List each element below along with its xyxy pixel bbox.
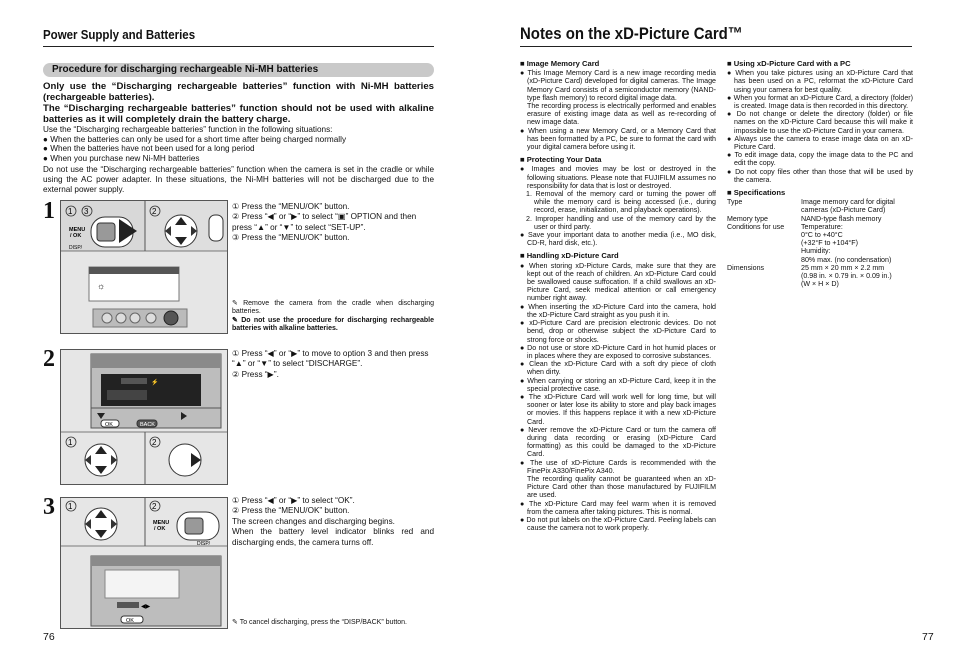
using-pc-item: ● When you take pictures using an xD-Picture Card that has been used on a PC, reformat the xD-Picture Card using your camera for best quality. <box>727 69 913 94</box>
cancel-discharge-note: To cancel discharging, press the “DISP/BACK” button. <box>239 619 408 626</box>
ok-button-label: OK <box>126 618 134 624</box>
camera-illustration-step1 <box>60 200 228 334</box>
image-memory-text: The recording process is electrically performed and enables erasure of existing image data as well as re-recording of new image data. <box>527 102 716 127</box>
spec-row: Memory type NAND-type flash memory <box>727 214 882 223</box>
step-number-1: 1 <box>43 198 55 224</box>
protecting-numbered: 2. Improper handling and use of the memory card by the user or third party. <box>526 214 716 231</box>
protecting-numbered: 1. Removal of the memory card or turning the power off while the memory card is being accessed (i.e., during record, erase, initialization, and playback operations). <box>526 190 716 215</box>
notes-column-right <box>727 60 913 288</box>
image-memory-bullet: ● When using a new Memory Card, or a Memory Card that has been formatted by a PC, be sure to format the card with your digital camera before using it. <box>520 126 716 152</box>
use-situations <box>43 125 434 194</box>
using-pc-heading: ■ Using xD-Picture Card with a PC <box>727 59 851 68</box>
callout-2: 2 <box>152 502 157 511</box>
image-memory-bullet: ● This Image Memory Card is a new image recording media (xD-Picture Card) developed for digital cameras. The Image Memory Card consists of a semiconductor memory (NAND-type flash memory) to record digital image data. <box>520 69 716 102</box>
title-rule <box>520 46 912 47</box>
menu-label: MENU <box>69 227 86 233</box>
handling-item: ● Never remove the xD-Picture Card or turn the camera off during data recording or erasing (xD-Picture Card formatting) as this could be damaged to the xD-Picture Card. <box>520 425 716 459</box>
handling-item: ● When storing xD-Picture Cards, make sure that they are kept out of the reach of children. An xD-Picture Card could be swallowed cause suffocation. If a child swallows an xD-Picture Card, seek medical attention or call emergency number right away. <box>520 261 716 303</box>
step1-note-1: Remove the camera from the cradle when discharging batteries. <box>232 300 434 316</box>
step1-notes <box>232 300 434 334</box>
specifications-heading: ■ Specifications <box>727 188 786 198</box>
callout-3: 3 <box>84 207 89 216</box>
intro-warning <box>43 81 434 125</box>
spec-row: (+32°F to +104°F) <box>801 239 858 248</box>
spec-row: (W × H × D) <box>801 280 839 289</box>
step2-line: ① Press “◀” or “▶” to move to option 3 and then press “▲” or “▼” to select “DISCHARGE”. <box>232 349 429 369</box>
handling-item: ● The xD-Picture Card will work well for long time, but will sooner or later lose its ability to store and play back images or movies. If this happens replace it with a new xD-Picture Card. <box>520 392 716 426</box>
menu-label: MENU <box>153 520 170 526</box>
left-right-arrow-icon: ◀▶ <box>141 604 151 610</box>
spec-row: Humidity: <box>801 247 831 256</box>
step3-note <box>232 619 434 627</box>
callout-1: 1 <box>68 502 73 511</box>
handling-item: ● Do not put labels on the xD-Picture Card. Peeling labels can cause the camera not to work properly. <box>520 515 716 533</box>
spec-row: Type Image memory card for digital cameras (xD-Picture Card) <box>727 198 895 215</box>
handling-heading: ■ Handling xD-Picture Card <box>520 251 619 261</box>
bullet-item: ● When the batteries have not been used for a long period <box>43 144 255 154</box>
using-pc-item: ● Do not copy files other than those that will be used by the camera. <box>727 167 913 184</box>
using-pc-item: ● Do not change or delete the directory (folder) or file names on the xD-Picture Card because this will make it impossible to use the xD-Picture Card in your camera. <box>727 110 913 135</box>
camera-illustration-step2 <box>60 349 228 485</box>
protecting-heading: ■ Protecting Your Data <box>520 155 602 165</box>
handling-item: ● Do not use or store xD-Picture Card in hot humid places or in places where they are exposed to corrosive substances. <box>520 343 716 360</box>
ok-label: / OK <box>154 526 166 532</box>
note-pencil-icon: ✎ <box>232 300 238 307</box>
callout-2: 2 <box>152 438 157 447</box>
bullet-item: ● When the batteries can only be used for a short time after being charged normally <box>43 134 347 144</box>
step2-line: ② Press “▶”. <box>232 369 279 379</box>
using-pc-item: ● To edit image data, copy the image data to the PC and edit the copy. <box>727 151 913 168</box>
intro-bold-1: Only use the “Discharging rechargeable batteries” function with Ni-MH batteries (rechargeable batteries). <box>43 81 434 103</box>
step1-line: ③ Press the “MENU/OK” button. <box>232 233 350 243</box>
flash-icon: ⚡ <box>151 380 159 386</box>
intro-bold-2: The “Discharging rechargeable batteries” function should not be used with alkaline batteries as it will completely drain the battery charge. <box>43 103 434 125</box>
handling-item: ● Clean the xD-Picture Card with a soft dry piece of cloth when dirty. <box>520 360 716 377</box>
subsection-title: Procedure for discharging rechargeable Ni-MH batteries <box>43 63 434 77</box>
section-rule <box>43 46 434 47</box>
camera-illustration-step3 <box>60 497 228 629</box>
discharge-confirm-illustration <box>61 498 228 629</box>
setup-sun-icon: ☼ <box>97 281 106 291</box>
right-page <box>477 0 954 667</box>
spec-row: 0°C to +40°C <box>801 231 843 240</box>
step1-line: ① Press the “MENU/OK” button. <box>232 202 350 211</box>
step3-line: When the battery level indicator blinks red and discharging ends, the camera turns off. <box>232 527 434 547</box>
step1-line: ② Press “◀” or “▶” to select “▣” OPTION and then press “▲” or “▼” to select “SET-UP”. <box>232 212 417 232</box>
spec-row: Dimensions 25 mm × 20 mm × 2.2 mm <box>727 263 885 272</box>
spec-row: (0.98 in. × 0.79 in. × 0.09 in.) <box>801 272 892 281</box>
disp-label: DISP/ <box>69 245 83 251</box>
step2-instructions <box>232 349 434 380</box>
step1-note-2: Do not use the procedure for discharging rechargeable batteries with alkaline batteries. <box>232 316 435 333</box>
page-number-right: 77 <box>922 631 934 643</box>
callout-2: 2 <box>152 207 157 216</box>
step3-line: ① Press “◀” or “▶” to select “OK”. <box>232 496 355 505</box>
handling-item: ● When carrying or storing an xD-Picture Card, keep it in the special protective case. <box>520 376 716 393</box>
image-memory-heading: ■ Image Memory Card <box>520 59 600 68</box>
handling-item: ● The xD-Picture Card may feel warm when it is removed from the camera after taking pictures. This is normal. <box>520 499 716 516</box>
spec-row: Conditions for use Temperature: <box>727 222 843 231</box>
handling-item: ● xD-Picture Card are precision electronic devices. Do not bend, drop or otherwise subject the xD-Picture Card to strong force or shocks. <box>520 319 716 344</box>
do-not-use-text: Do not use the “Discharging rechargeable batteries” function when the camera is set in the cradle or while using the AC power adapter. In these situations, the Ni-MH batteries will not be discharged due to the external power supply. <box>43 165 434 194</box>
ok-button-label: OK <box>105 422 113 428</box>
step-number-3: 3 <box>43 494 55 520</box>
page-title: Notes on the xD-Picture Card™ <box>520 24 743 43</box>
handling-item: The recording quality cannot be guaranteed when an xD-Picture Card other than those manufactured by FUJIFILM are used. <box>527 474 716 500</box>
handling-item: ● The use of xD-Picture Cards is recommended with the FinePix A330/FinePix A340. <box>520 458 716 475</box>
using-pc-item: ● When you format an xD-Picture Card, a directory (folder) is created. Image data is then recorded in this directory. <box>727 93 913 111</box>
page-number-left: 76 <box>43 631 55 643</box>
notes-column-left <box>520 60 716 532</box>
ok-label: / OK <box>70 233 82 239</box>
step3-line: The screen changes and discharging begins. <box>232 516 395 526</box>
spec-row: 80% max. (no condensation) <box>801 255 892 264</box>
callout-1: 1 <box>68 438 73 447</box>
handling-item: ● When inserting the xD-Picture Card into the camera, hold the xD-Picture Card straight as you push it in. <box>520 302 716 319</box>
disp-label: DISP/ <box>197 541 211 547</box>
note-pencil-icon: ✎ <box>232 316 238 324</box>
discharge-menu-illustration <box>61 350 228 485</box>
step-number-2: 2 <box>43 346 55 372</box>
camera-back-illustration <box>61 201 228 334</box>
section-title: Power Supply and Batteries <box>43 28 196 42</box>
use-intro: Use the “Discharging rechargeable batteries” function in the following situations: <box>43 125 333 134</box>
back-button-label: BACK <box>140 422 155 428</box>
bullet-item: ● When you purchase new Ni-MH batteries <box>43 153 200 163</box>
step3-line: ② Press the “MENU/OK” button. <box>232 506 350 516</box>
step3-instructions <box>232 496 434 548</box>
protecting-bullet: ● Save your important data to another media (i.e., MO disk, CD-R, hard disk, etc.). <box>520 231 716 248</box>
using-pc-item: ● Always use the camera to erase image data on an xD-Picture Card. <box>727 134 913 152</box>
step1-instructions <box>232 202 434 244</box>
note-pencil-icon: ✎ <box>232 619 238 626</box>
protecting-bullet: ● Images and movies may be lost or destroyed in the following situations. Please note that FUJIFILM assumes no responsibility for data that is lost or destroyed. <box>520 165 716 190</box>
callout-1: 1 <box>68 207 73 216</box>
